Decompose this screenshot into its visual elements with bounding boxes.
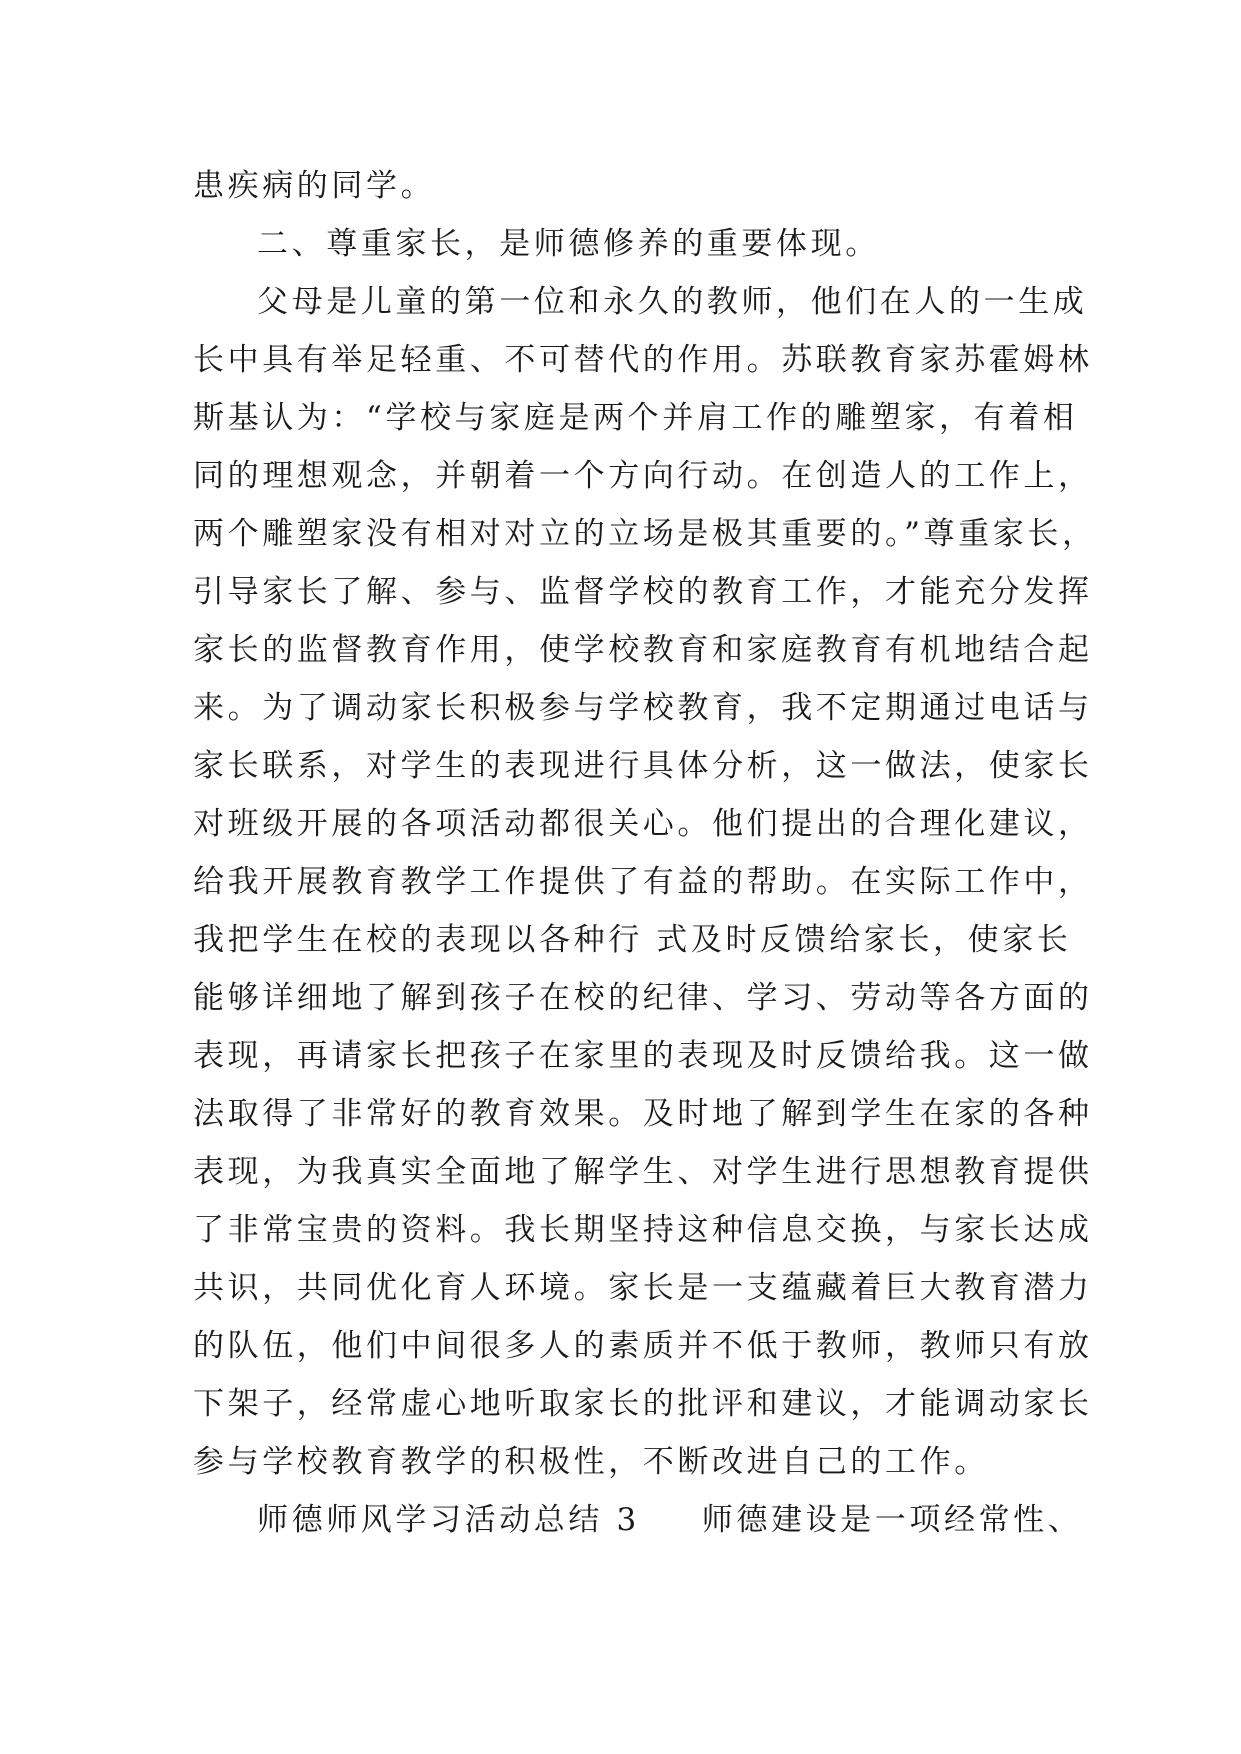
section-two-heading: 二、尊重家长，是师德修养的重要体现。 — [257, 226, 880, 262]
paragraph-line: 表现，为我真实全面地了解学生、对学生进行思想教育提供 — [193, 1154, 1093, 1190]
paragraph-line: 家长联系，对学生的表现进行具体分析，这一做法，使家长 — [193, 748, 1093, 784]
next-section-line — [193, 1491, 1083, 1549]
paragraph-line: 对班级开展的各项活动都很关心。他们提出的合理化建议， — [193, 806, 1093, 842]
paragraph-line: 父母是儿童的第一位和永久的教师，他们在人的一生成 — [257, 284, 1088, 320]
document-body — [193, 157, 1097, 1549]
paragraph-line: 长中具有举足轻重、不可替代的作用。苏联教育家苏霍姆林 — [193, 342, 1093, 378]
next-section-title: 师德师风学习活动总结 3 — [257, 1502, 640, 1538]
paragraph-line: 来。为了调动家长积极参与学校教育，我不定期通过电话与 — [193, 690, 1093, 726]
paragraph-line: 家长的监督教育作用，使学校教育和家庭教育有机地结合起 — [193, 632, 1093, 668]
paragraph-line: 能够详细地了解到孩子在校的纪律、学习、劳动等各方面的 — [193, 980, 1093, 1016]
paragraph-line: 参与学校教育教学的积极性，不断改进自己的工作。 — [193, 1444, 989, 1480]
paragraph-line: 斯基认为：“学校与家庭是两个并肩工作的雕塑家，有着相 — [193, 400, 1078, 436]
paragraph-line: 我把学生在校的表现以各种行 式及时反馈给家长，使家长 — [193, 922, 1072, 958]
section-two-paragraph — [193, 273, 1097, 1491]
paragraph-line: 两个雕塑家没有相对对立的立场是极其重要的。”尊重家长， — [193, 516, 1097, 552]
paragraph-line: 引导家长了解、参与、监督学校的教育工作，才能充分发挥 — [193, 574, 1093, 610]
paragraph-line: 的队伍，他们中间很多人的素质并不低于教师，教师只有放 — [193, 1328, 1093, 1364]
continuation-line: 患疾病的同学。 — [193, 168, 436, 204]
next-section-intro: 师德建设是一项经常性、 — [701, 1502, 1083, 1538]
paragraph-line: 法取得了非常好的教育效果。及时地了解到学生在家的各种 — [193, 1096, 1093, 1132]
paragraph-line: 共识，共同优化育人环境。家长是一支蕴藏着巨大教育潜力 — [193, 1270, 1093, 1306]
paragraph-line: 给我开展教育教学工作提供了有益的帮助。在实际工作中， — [193, 864, 1093, 900]
paragraph-line: 了非常宝贵的资料。我长期坚持这种信息交换，与家长达成 — [193, 1212, 1093, 1248]
paragraph-line: 下架子，经常虚心地听取家长的批评和建议，才能调动家长 — [193, 1386, 1093, 1422]
paragraph-line: 表现，再请家长把孩子在家里的表现及时反馈给我。这一做 — [193, 1038, 1093, 1074]
paragraph-line: 同的理想观念，并朝着一个方向行动。在创造人的工作上， — [193, 458, 1093, 494]
